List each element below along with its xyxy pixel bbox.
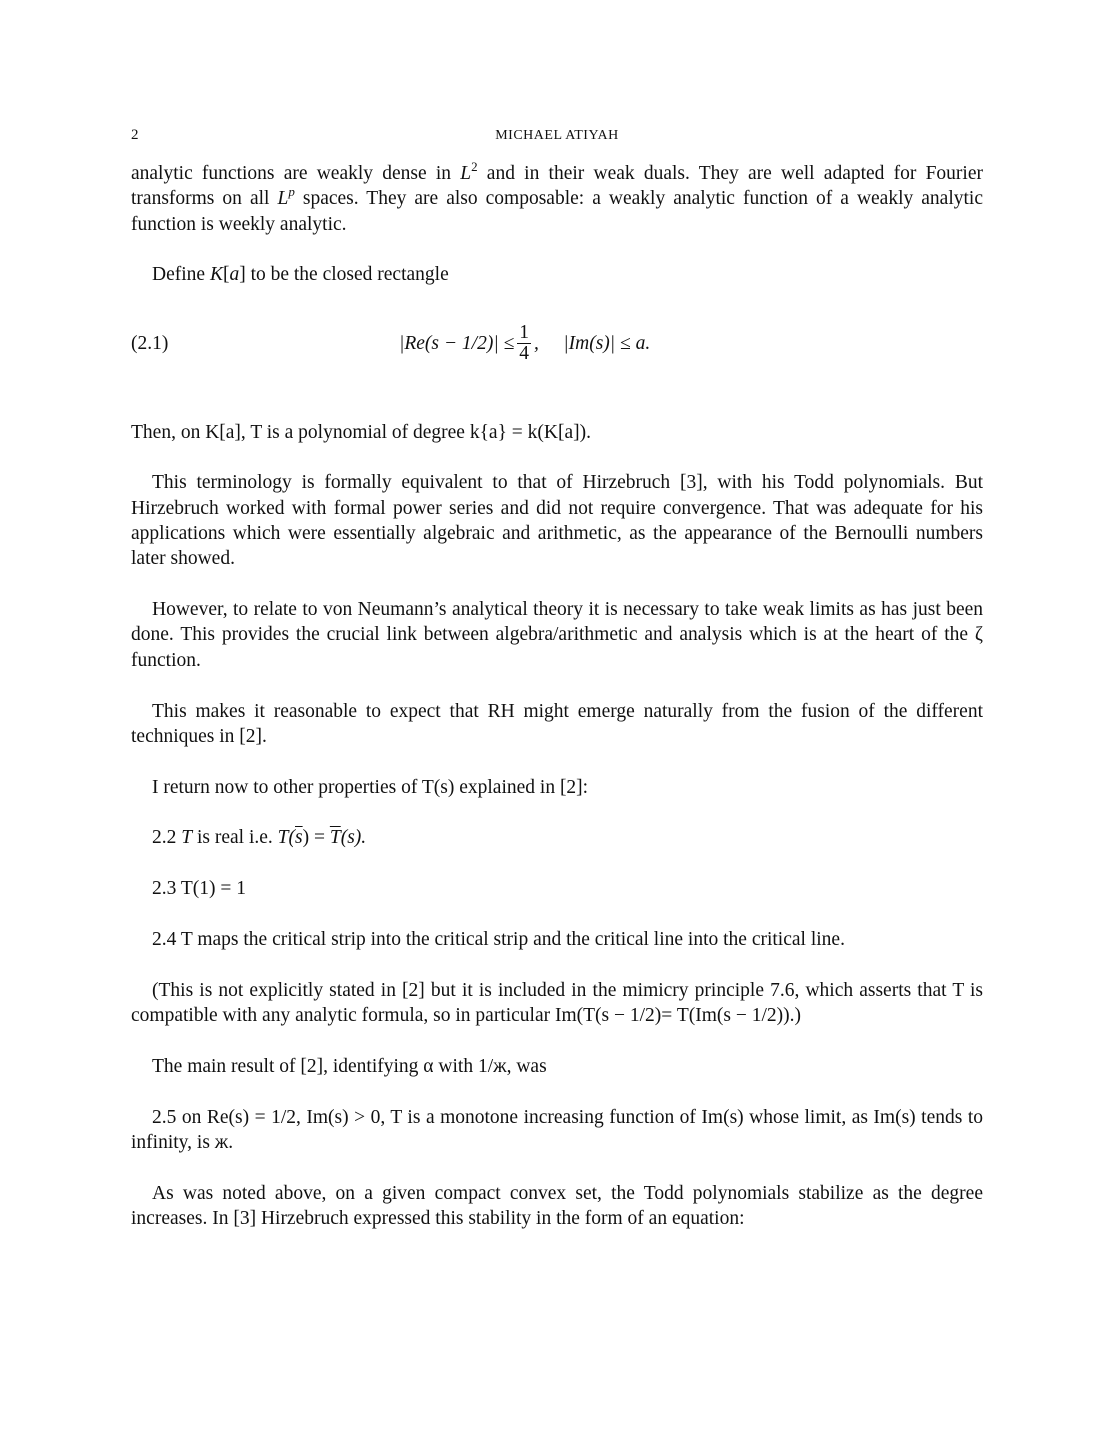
item-2-5: 2.5 on Re(s) = 1/2, Im(s) > 0, T is a monotone increasing function of Im(s) whose limit, as Im(s) tends to infinity, is ж.	[131, 1106, 983, 1154]
running-head: MICHAEL ATIYAH	[495, 128, 619, 143]
page-header	[131, 120, 983, 146]
paragraph-von-neumann: However, to relate to von Neumann’s analytical theory it is necessary to take weak limits as has just been done. This provides the crucial link between algebra/arithmetic and analysis which is at the heart of the ζ function.	[131, 599, 983, 671]
paragraph-hirzebruch: This terminology is formally equivalent to that of Hirzebruch [3], with his Todd polynomials. But Hirzebruch worked with formal power series and did not require convergence. That was adequate for his applications which were essentially algebraic and arithmetic, as the appearance of the Bernoulli numbers later showed.	[131, 472, 983, 570]
paragraph-main-result: The main result of [2], identifying α with 1/ж, was	[152, 1055, 547, 1077]
page	[131, 120, 983, 1257]
paragraph-analytic-functions: analytic functions are weakly dense in $L^2$ and in their weak duals. They are well adapted for Fourier transforms on all $L^p$ spaces. They are also composable: a weakly analytic function of a weakly analytic function is weekly analytic.	[131, 159, 983, 235]
paragraph-polynomial-degree: Then, on K[a], T is a polynomial of degree k{a} = k(K[a]).	[131, 421, 592, 443]
paragraph-properties-intro: I return now to other properties of T(s) explained in [2]:	[152, 776, 589, 798]
equation-label: (2.1)	[131, 332, 169, 354]
item-2-4: 2.4 T maps the critical strip into the critical strip and the critical line into the critical line.	[152, 929, 845, 951]
fraction-one-quarter: $\frac{1}{4}$	[519, 322, 530, 365]
paragraph-define-rectangle: Define K[a] to be the closed rectangle	[152, 264, 449, 286]
item-2-2: 2.2 T is real i.e. $T(\overline{s}) = \overline{T}(s)$.	[152, 827, 367, 849]
paragraph-mimicry-principle: (This is not explicitly stated in [2] but it is included in the mimicry principle 7.6, which asserts that T is compatible with any analytic formula, so in particular Im(T(s − 1/2)= T(Im(s − 1/2)).)	[131, 979, 983, 1027]
paragraph-rh-fusion: This makes it reasonable to expect that RH might emerge naturally from the fusion of the different techniques in [2].	[131, 700, 983, 747]
equation-body: |Re(s − 1/2)| ≤ $\frac{1}{4}$ , |Im(s)| ≤ a.	[399, 322, 651, 365]
equation-2-1	[131, 318, 983, 370]
page-number: 2	[131, 127, 139, 143]
paragraph-todd-stability: As was noted above, on a given compact convex set, the Todd polynomials stabilize as the degree increases. In [3] Hirzebruch expressed this stability in the form of an equation:	[131, 1182, 983, 1230]
item-2-3: 2.3 T(1) = 1	[152, 878, 247, 900]
